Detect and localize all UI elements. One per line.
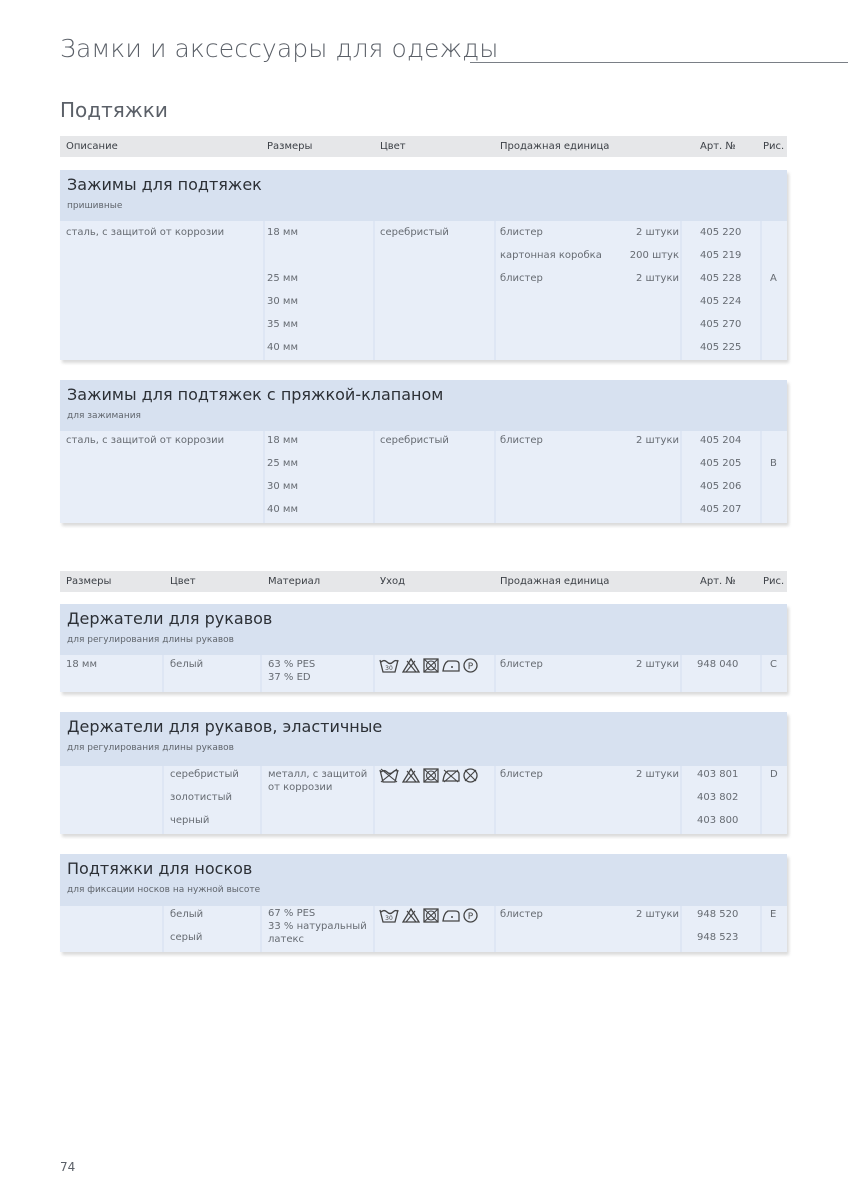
section-title: Подтяжки <box>60 98 168 122</box>
art-cell: 405 219 <box>700 250 742 261</box>
header-fig: Рис. <box>763 141 785 152</box>
header-unit: Продажная единица <box>500 141 610 152</box>
unit-cell: блистер <box>500 769 543 780</box>
svg-text:P: P <box>467 662 474 672</box>
header-unit: Продажная единица <box>500 576 610 587</box>
group-subtitle: для регулирования длины рукавов <box>67 635 234 645</box>
qty-cell: 2 штуки <box>636 435 679 446</box>
header-color: Цвет <box>380 141 406 152</box>
svg-text:30: 30 <box>385 665 393 672</box>
art-cell: 405 204 <box>700 435 742 446</box>
description-text: сталь, с защитой от коррозии <box>66 435 225 446</box>
header-material: Материал <box>268 576 321 587</box>
product-group-e <box>60 854 787 952</box>
header-fig: Рис. <box>763 576 785 587</box>
art-cell: 948 040 <box>697 659 739 670</box>
figure-label: C <box>770 659 777 670</box>
table2-header <box>60 571 787 592</box>
size-cell: 25 мм <box>267 458 298 469</box>
product-group-d <box>60 712 787 834</box>
bleach-icon <box>402 768 420 783</box>
qty-cell: 2 штуки <box>636 227 679 238</box>
size-cell: 25 мм <box>267 273 298 284</box>
dry-clean-p-icon <box>463 658 478 673</box>
material-line: металл, с защитой <box>268 769 368 780</box>
figure-label: B <box>770 458 777 469</box>
wash-30-icon <box>379 658 399 673</box>
qty-cell: 2 штуки <box>636 769 679 780</box>
bleach-icon <box>402 658 420 673</box>
no-tumble-dry-icon <box>423 908 439 923</box>
unit-cell: картонная коробка <box>500 250 602 261</box>
color-cell: золотистый <box>170 792 232 803</box>
product-group-a <box>60 170 787 360</box>
material-line: 67 % PES <box>268 908 316 919</box>
group-title: Держатели для рукавов, эластичные <box>67 717 383 736</box>
unit-cell: блистер <box>500 659 543 670</box>
wash-30-icon <box>379 908 399 923</box>
description-text: сталь, с защитой от коррозии <box>66 227 225 238</box>
header-art: Арт. № <box>700 141 736 152</box>
svg-text:P: P <box>467 912 474 922</box>
art-cell: 403 801 <box>697 769 739 780</box>
group-title: Подтяжки для носков <box>67 859 253 878</box>
header-care: Уход <box>380 576 406 587</box>
header-sizes: Размеры <box>267 141 313 152</box>
color-cell: серебристый <box>170 769 239 780</box>
group-subtitle: пришивные <box>67 201 123 211</box>
header-color: Цвет <box>170 576 196 587</box>
iron-icon <box>442 908 460 923</box>
unit-cell: блистер <box>500 435 543 446</box>
product-group-c <box>60 604 787 692</box>
art-cell: 405 270 <box>700 319 742 330</box>
color-cell: серый <box>170 932 203 943</box>
size-cell: 18 мм <box>267 227 298 238</box>
group-subtitle: для фиксации носков на нужной высоте <box>67 885 261 895</box>
page-title: Замки и аксессуары для одежды <box>60 34 499 63</box>
size-cell: 18 мм <box>66 659 97 670</box>
group-subtitle: для регулирования длины рукавов <box>67 743 234 753</box>
size-cell: 30 мм <box>267 481 298 492</box>
size-cell: 35 мм <box>267 319 298 330</box>
page-number: 74 <box>60 1160 76 1174</box>
header-description: Описание <box>66 141 118 152</box>
product-group-b <box>60 380 787 523</box>
qty-cell: 200 штук <box>629 250 679 261</box>
iron-icon <box>442 658 460 673</box>
group-title: Зажимы для подтяжек <box>67 175 262 194</box>
table1-header <box>60 136 787 157</box>
bleach-icon <box>402 908 420 923</box>
no-tumble-dry-icon <box>423 768 439 783</box>
color-text: серебристый <box>380 435 449 446</box>
title-rule <box>470 62 848 63</box>
header-art: Арт. № <box>700 576 736 587</box>
figure-label: D <box>770 769 778 780</box>
qty-cell: 2 штуки <box>636 909 679 920</box>
group-subtitle: для зажимания <box>67 411 141 421</box>
material-line: от коррозии <box>268 782 333 793</box>
unit-cell: блистер <box>500 909 543 920</box>
unit-cell: блистер <box>500 273 543 284</box>
unit-cell: блистер <box>500 227 543 238</box>
qty-cell: 2 штуки <box>636 659 679 670</box>
art-cell: 405 220 <box>700 227 742 238</box>
care-icons <box>379 658 478 673</box>
size-cell: 30 мм <box>267 296 298 307</box>
color-cell: белый <box>170 659 204 670</box>
no-dry-clean-icon <box>463 768 478 783</box>
size-cell: 40 мм <box>267 504 298 515</box>
art-cell: 948 523 <box>697 932 739 943</box>
no-iron-icon <box>442 768 460 783</box>
color-cell: белый <box>170 909 204 920</box>
care-icons <box>379 768 478 783</box>
art-cell: 403 802 <box>697 792 739 803</box>
svg-text:30: 30 <box>385 915 393 922</box>
dry-clean-p-icon <box>463 908 478 923</box>
figure-label: E <box>770 909 777 920</box>
group-title: Держатели для рукавов <box>67 609 273 628</box>
no-tumble-dry-icon <box>423 658 439 673</box>
group-title: Зажимы для подтяжек с пряжкой-клапаном <box>67 385 444 404</box>
art-cell: 405 207 <box>700 504 742 515</box>
material-line: 63 % PES <box>268 659 316 670</box>
art-cell: 403 800 <box>697 815 739 826</box>
art-cell: 948 520 <box>697 909 739 920</box>
header-sizes: Размеры <box>66 576 112 587</box>
color-cell: черный <box>170 815 210 826</box>
no-wash-icon <box>379 768 399 783</box>
art-cell: 405 205 <box>700 458 742 469</box>
size-cell: 40 мм <box>267 342 298 353</box>
art-cell: 405 225 <box>700 342 742 353</box>
art-cell: 405 228 <box>700 273 742 284</box>
art-cell: 405 206 <box>700 481 742 492</box>
material-line: 33 % натуральный <box>268 921 367 932</box>
material-line: латекс <box>268 934 305 945</box>
color-text: серебристый <box>380 227 449 238</box>
figure-label: A <box>770 273 777 284</box>
qty-cell: 2 штуки <box>636 273 679 284</box>
art-cell: 405 224 <box>700 296 742 307</box>
care-icons <box>379 908 478 923</box>
material-line: 37 % ED <box>268 672 311 683</box>
size-cell: 18 мм <box>267 435 298 446</box>
